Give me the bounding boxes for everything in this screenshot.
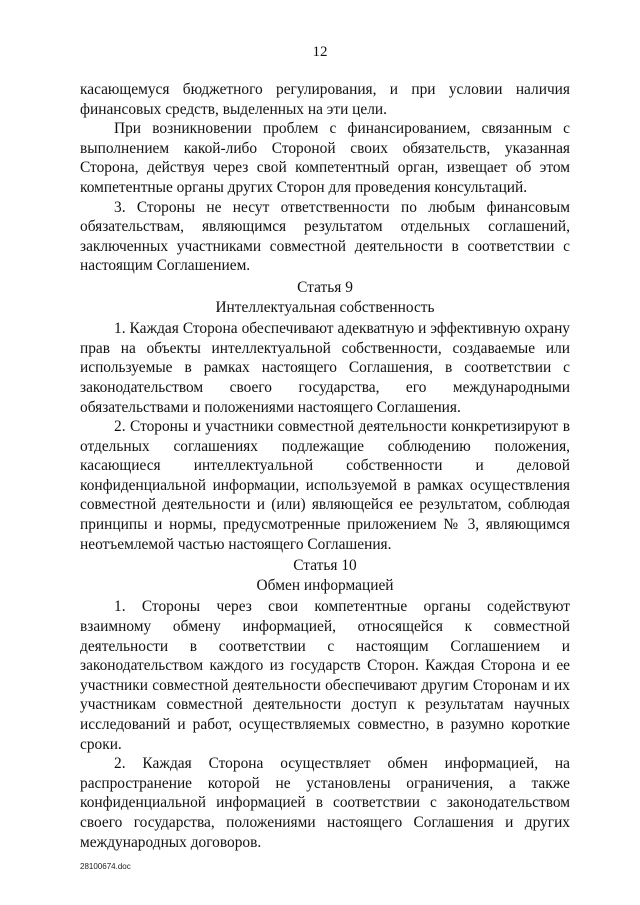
article-10-item-2: 2. Каждая Сторона осуществляет обмен информацией, на распространение которой не установлены ограничения, а также конфиденциальной информацией в соответствии с законодательством своего государства, положениями настоящего Соглашения и других международных договоров. — [80, 755, 570, 851]
article-9-number: Статья 9 — [297, 278, 353, 296]
footer-file-code: 28100674.doc — [80, 862, 131, 871]
document-body — [80, 80, 570, 852]
article-10-item-1: 1. Стороны через свои компетентные органы содействуют взаимному обмену информацией, относящейся к совместной деятельности в соответствии с настоящим Соглашением и законодательством каждого из государств Сторон. Каждая Сторона и ее участники совместной деятельности обеспечивают другим Сторонам и их участникам совместной деятельности доступ к результатам научных исследований и работ, осуществляемых совместно, в разумно короткие сроки. — [80, 598, 570, 753]
article-9-item-2: 2. Стороны и участники совместной деятельности конкретизируют в отдельных соглашениях подлежащие соблюдению положения, касающиеся интеллектуальной собственности и деловой конфиденциальной информации, используемой в рамках осуществления совместной деятельности и (или) являющейся ее результатом, соблюдая принципы и нормы, предусмотренные приложением № 3, являющимся неотъемлемой частью настоящего Соглашения. — [80, 418, 570, 553]
page-number: 12 — [312, 44, 328, 60]
paragraph-item-3: 3. Стороны не несут ответственности по любым финансовым обязательствам, являющимся результатом отдельных соглашений, заключенных участниками совместной деятельности в соответствии с настоящим Соглашением. — [80, 198, 570, 275]
paragraph-continuation: касающемуся бюджетного регулирования, и при условии наличия финансовых средств, выделенных на эти цели. — [80, 81, 570, 118]
article-10-number: Статья 10 — [293, 557, 357, 575]
article-9-title: Интеллектуальная собственность — [215, 298, 435, 316]
paragraph-financing-problems: При возникновении проблем с финансированием, связанным с выполнением какой-либо Стороной своих обязательств, указанная Сторона, действуя через свой компетентный орган, извещает об этом компетентные органы других Сторон для проведения консультаций. — [80, 120, 570, 196]
article-9-item-1: 1. Каждая Сторона обеспечивают адекватную и эффективную охрану прав на объекты интеллектуальной собственности, создаваемые или используемые в рамках настоящего Соглашения, в соответствии с законодательством своего государства, его международными обязательствами и положениями настоящего Соглашения. — [80, 320, 570, 416]
article-10-title: Обмен информацией — [256, 576, 394, 594]
